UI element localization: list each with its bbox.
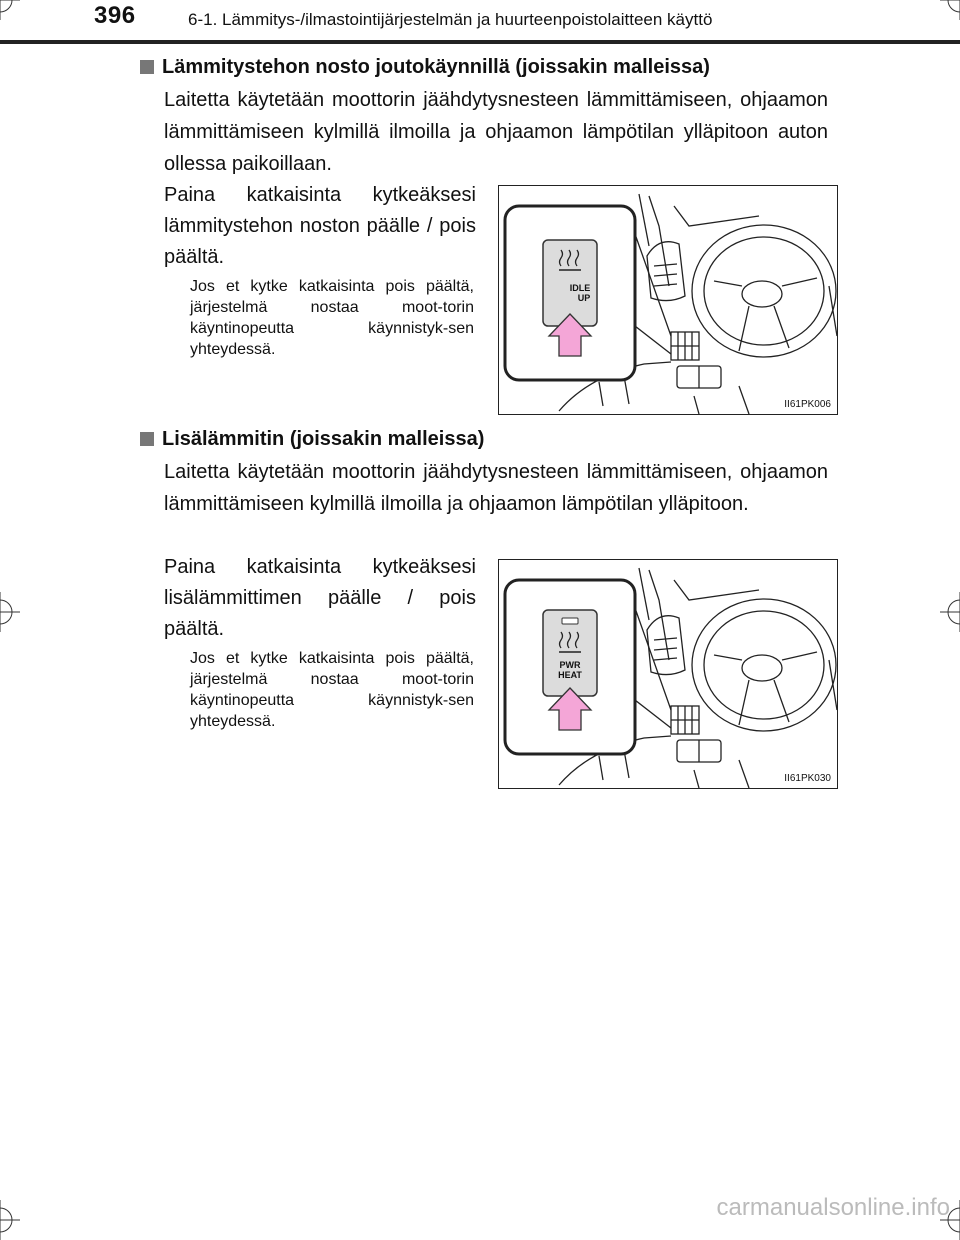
note-text: Jos et kytke katkaisinta pois päältä, järjestelmä nostaa moot-torin käyntinopeutta käynnistyk-sen yhteydessä. <box>190 278 474 358</box>
section-intro: Laitetta käytetään moottorin jäähdytysnesteen lämmittämiseen, ohjaamon lämmittämiseen kylmillä ilmoilla ja ohjaamon lämpötilan ylläpitoon auton ollessa paikoillaan. <box>164 89 828 175</box>
chapter-title: 6-1. Lämmitys-/ilmastointijärjestelmän ja huurteenpoistolaitteen käyttö <box>188 10 713 29</box>
header-rule <box>0 40 960 44</box>
footer-watermark-link[interactable]: carmanualsonline.info <box>716 1194 950 1221</box>
registration-mark-icon <box>0 592 20 632</box>
section-heading-text: Lämmitystehon nosto joutokäynnillä (joissakin malleissa) <box>162 56 710 78</box>
switch-label-line2: UP <box>577 293 591 303</box>
dashboard-figure <box>498 559 838 789</box>
dashboard-illustration <box>499 186 837 414</box>
bullet-square-icon <box>140 432 154 446</box>
registration-mark-icon <box>0 1200 20 1240</box>
figure-code: II61PK030 <box>784 773 831 784</box>
switch-label-line1: PWR <box>559 660 581 670</box>
section-intro: Laitetta käytetään moottorin jäähdytysnesteen lämmittämiseen, ohjaamon lämmittämiseen kylmillä ilmoilla ja ohjaamon lämpötilan ylläpitoon. <box>164 461 828 515</box>
page-number: 396 <box>94 2 136 29</box>
section-heading <box>140 56 710 79</box>
dashboard-figure <box>498 185 838 415</box>
section-heading-text: Lisälämmitin (joissakin malleissa) <box>162 428 485 450</box>
registration-mark-icon <box>940 0 960 20</box>
instruction-text: Paina katkaisinta kytkeäksesi lisälämmittimen päälle / pois päältä. <box>164 556 476 640</box>
switch-label-line2: HEAT <box>558 670 582 680</box>
registration-mark-icon <box>940 592 960 632</box>
registration-mark-icon <box>0 0 20 20</box>
switch-label-line1: IDLE <box>569 283 591 293</box>
bullet-square-icon <box>140 60 154 74</box>
instruction-text: Paina katkaisinta kytkeäksesi lämmitystehon noston päälle / pois päältä. <box>164 184 476 268</box>
section-heading <box>140 428 484 451</box>
note-text: Jos et kytke katkaisinta pois päältä, järjestelmä nostaa moot-torin käyntinopeutta käynnistyk-sen yhteydessä. <box>190 650 474 730</box>
figure-code: II61PK006 <box>784 399 831 410</box>
